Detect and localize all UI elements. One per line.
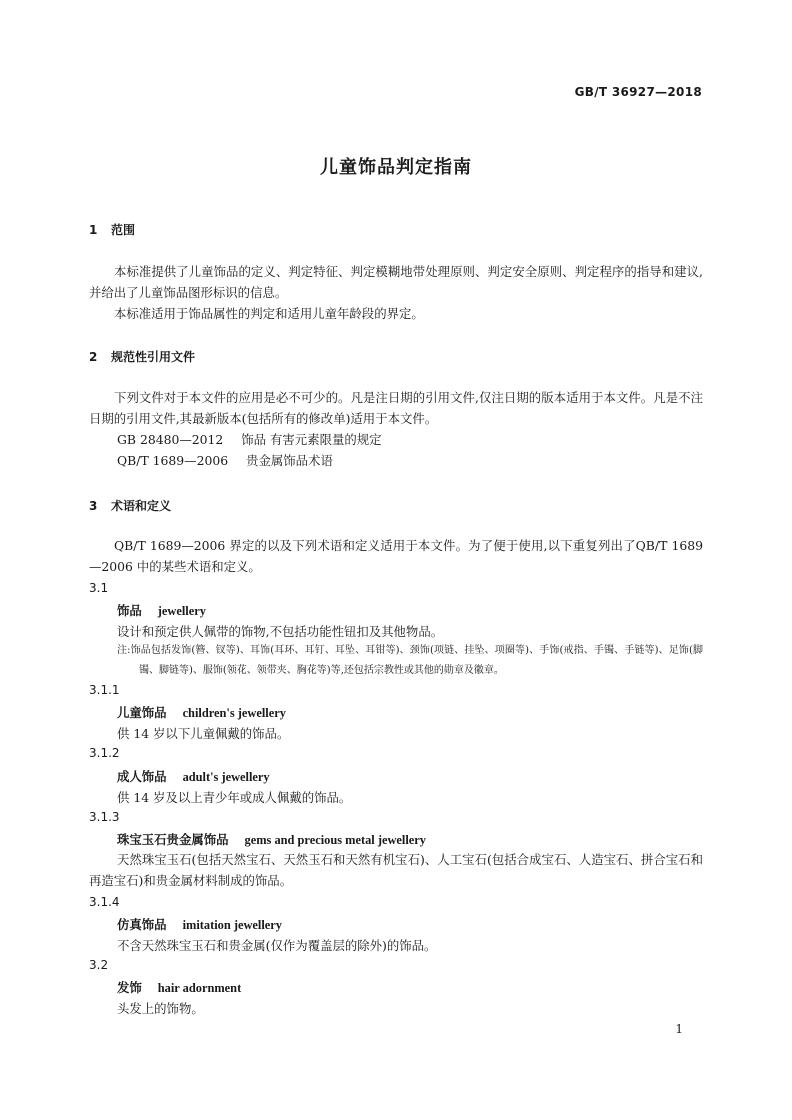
term-heading <box>117 703 286 721</box>
term-number: 3.1.4 <box>89 895 120 909</box>
section-3-paragraph: QB/T 1689—2006 界定的以及下列术语和定义适用于本文件。为了便于使用,以下重复列出了QB/T 1689—2006 中的某些术语和定义。 <box>89 538 703 574</box>
term-number: 3.1.2 <box>89 746 120 760</box>
section-3-number: 3 <box>89 499 98 513</box>
term-definition-block <box>89 849 703 891</box>
term-heading <box>117 915 282 933</box>
reference-name: 饰品 有害元素限量的规定 <box>241 432 382 447</box>
section-2-heading <box>89 348 195 365</box>
section-2-body <box>89 387 703 471</box>
term-zh: 饰品 <box>117 603 142 618</box>
term-zh: 仿真饰品 <box>117 917 167 932</box>
term-heading <box>117 767 270 785</box>
normative-reference <box>89 429 703 450</box>
section-1-paragraph-2: 本标准适用于饰品属性的判定和适用儿童年龄段的界定。 <box>114 306 424 321</box>
section-1-body <box>89 261 703 324</box>
term-zh: 发饰 <box>117 980 142 995</box>
section-3-title: 术语和定义 <box>111 499 172 513</box>
term-heading <box>117 830 426 848</box>
term-en: jewellery <box>157 604 206 618</box>
section-1-paragraph-1: 本标准提供了儿童饰品的定义、判定特征、判定模糊地带处理原则、判定安全原则、判定程序的指导和建议,并给出了儿童饰品图形标识的信息。 <box>89 264 703 300</box>
term-en: adult's jewellery <box>182 770 270 784</box>
term-number: 3.1.1 <box>89 683 120 697</box>
section-2-paragraph: 下列文件对于本文件的应用是必不可少的。凡是注日期的引用文件,仅注日期的版本适用于本文件。凡是不注日期的引用文件,其最新版本(包括所有的修改单)适用于本文件。 <box>89 390 703 426</box>
section-2-title: 规范性引用文件 <box>111 350 196 364</box>
term-definition: 供 14 岁及以上青少年或成人佩戴的饰品。 <box>117 790 352 805</box>
term-heading <box>117 601 206 619</box>
section-2-number: 2 <box>89 350 98 364</box>
term-note-text: 注:饰品包括发饰(簪、钗等)、耳饰(耳环、耳钉、耳坠、耳钳等)、颈饰(项链、挂坠、项圈等)、手饰(戒指、手镯、手链等)、足饰(脚镯、脚链等)、服饰(领花、领带夹、胸花等)等,还包括宗教性或其他的勋章及徽章。 <box>117 645 703 676</box>
term-en: gems and precious metal jewellery <box>244 833 426 847</box>
section-3-heading <box>89 497 171 514</box>
term-zh: 成人饰品 <box>117 769 167 784</box>
standard-code: GB/T 36927—2018 <box>574 85 702 99</box>
term-number: 3.2 <box>89 958 109 972</box>
term-note <box>117 641 703 681</box>
term-heading <box>117 978 241 996</box>
term-definition: 设计和预定供人佩带的饰物,不包括功能性钮扣及其他物品。 <box>117 624 444 639</box>
section-1-number: 1 <box>89 223 98 237</box>
reference-code: QB/T 1689—2006 <box>117 453 229 468</box>
section-1-title: 范围 <box>111 223 136 237</box>
section-3-body <box>89 535 703 577</box>
term-definition: 头发上的饰物。 <box>117 1001 204 1016</box>
term-en: children's jewellery <box>182 706 286 720</box>
term-number: 3.1.3 <box>89 810 120 824</box>
term-en: imitation jewellery <box>182 918 282 932</box>
page-number: 1 <box>675 1022 683 1036</box>
document-title: 儿童饰品判定指南 <box>320 157 472 178</box>
term-number: 3.1 <box>89 581 109 595</box>
reference-code: GB 28480—2012 <box>117 432 224 447</box>
term-definition: 供 14 岁以下儿童佩戴的饰品。 <box>117 726 290 741</box>
term-definition: 不含天然珠宝玉石和贵金属(仅作为覆盖层的除外)的饰品。 <box>117 938 437 953</box>
term-definition: 天然珠宝玉石(包括天然宝石、天然玉石和天然有机宝石)、人工宝石(包括合成宝石、人造宝石、拼合宝石和再造宝石)和贵金属材料制成的饰品。 <box>89 852 703 888</box>
term-zh: 儿童饰品 <box>117 705 167 720</box>
normative-reference <box>89 450 703 471</box>
term-en: hair adornment <box>157 981 242 995</box>
reference-name: 贵金属饰品术语 <box>246 453 333 468</box>
term-zh: 珠宝玉石贵金属饰品 <box>117 832 229 847</box>
section-1-heading <box>89 221 135 238</box>
